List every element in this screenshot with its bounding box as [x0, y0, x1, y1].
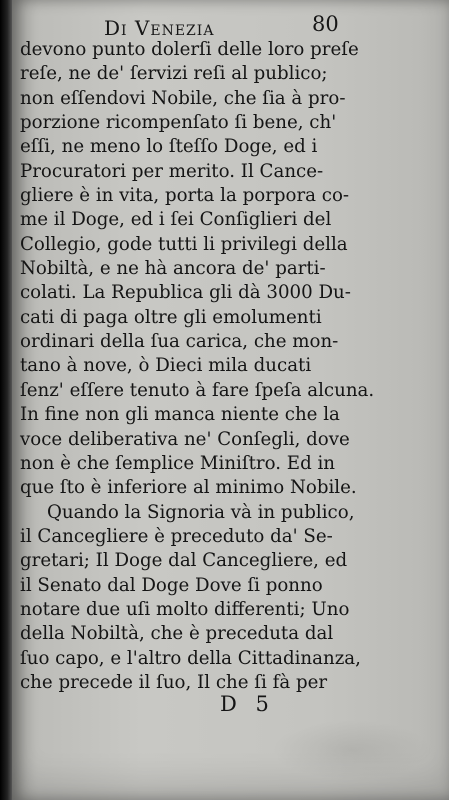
text-line: che precede il ſuo, Il che ſi fà per — [20, 671, 328, 693]
text-line: non è che ſemplice Miniſtro. Ed in — [20, 452, 336, 474]
ink-bleed-shadow — [272, 720, 432, 780]
text-line: me il Doge, ed i ſei Conſiglieri del — [20, 209, 332, 231]
paragraph-start-line: Quando la Signoria và in publico, — [47, 501, 355, 523]
text-line: non eſſendovi Nobile, che ſia à pro- — [20, 87, 346, 109]
text-line: Collegio, gode tutti li privilegi della — [20, 233, 348, 255]
body-text — [20, 38, 375, 695]
running-title: Di Venezia — [104, 16, 215, 40]
text-line: notare due uſi molto differenti; Uno — [20, 598, 350, 620]
text-line: que ſto è inferiore al minimo Nobile. — [20, 477, 357, 499]
text-line: eſſi, ne meno lo ſteſſo Doge, ed i — [20, 136, 318, 158]
text-line: gretari; Il Doge dal Cancegliere, ed — [20, 550, 348, 572]
text-line: ſenz' eſſere tenuto à fare ſpeſa alcuna. — [20, 379, 375, 401]
text-line: ſuo capo, e l'altro della Cittadinanza, — [20, 647, 361, 669]
text-line: Procuratori per merito. Il Cance- — [20, 160, 324, 182]
text-line: voce deliberativa ne' Conſegli, dove — [20, 428, 350, 450]
text-line: porzione ricompenſato ſi bene, ch' — [20, 112, 337, 134]
text-line: gliere è in vita, porta la porpora co- — [20, 185, 350, 207]
text-line: devono punto dolerſi delle loro preſe — [20, 39, 359, 60]
signature-mark: D 5 — [220, 692, 275, 716]
text-line: In fine non gli manca niente che la — [20, 404, 340, 426]
text-line: ordinari della ſua carica, che mon- — [20, 331, 339, 353]
text-line: il Senato dal Doge Dove ſi ponno — [20, 574, 323, 596]
text-line: Nobiltà, e ne hà ancora de' parti- — [20, 258, 326, 280]
text-line: della Nobiltà, che è preceduta dal — [20, 623, 334, 645]
text-line: il Cancegliere è preceduto da' Se- — [20, 525, 333, 547]
text-line: reſe, ne de' ſervizi reſi al publico; — [20, 63, 328, 85]
text-line: colati. La Republica gli dà 3000 Du- — [20, 282, 351, 304]
page-footer — [12, 692, 449, 720]
page-number: 80 — [312, 12, 339, 36]
book-spine-shadow — [0, 0, 12, 800]
text-line: cati di paga oltre gli emolumenti — [20, 306, 322, 328]
book-page — [12, 0, 449, 800]
text-line: tano à nove, ò Dieci mila ducati — [20, 355, 312, 377]
